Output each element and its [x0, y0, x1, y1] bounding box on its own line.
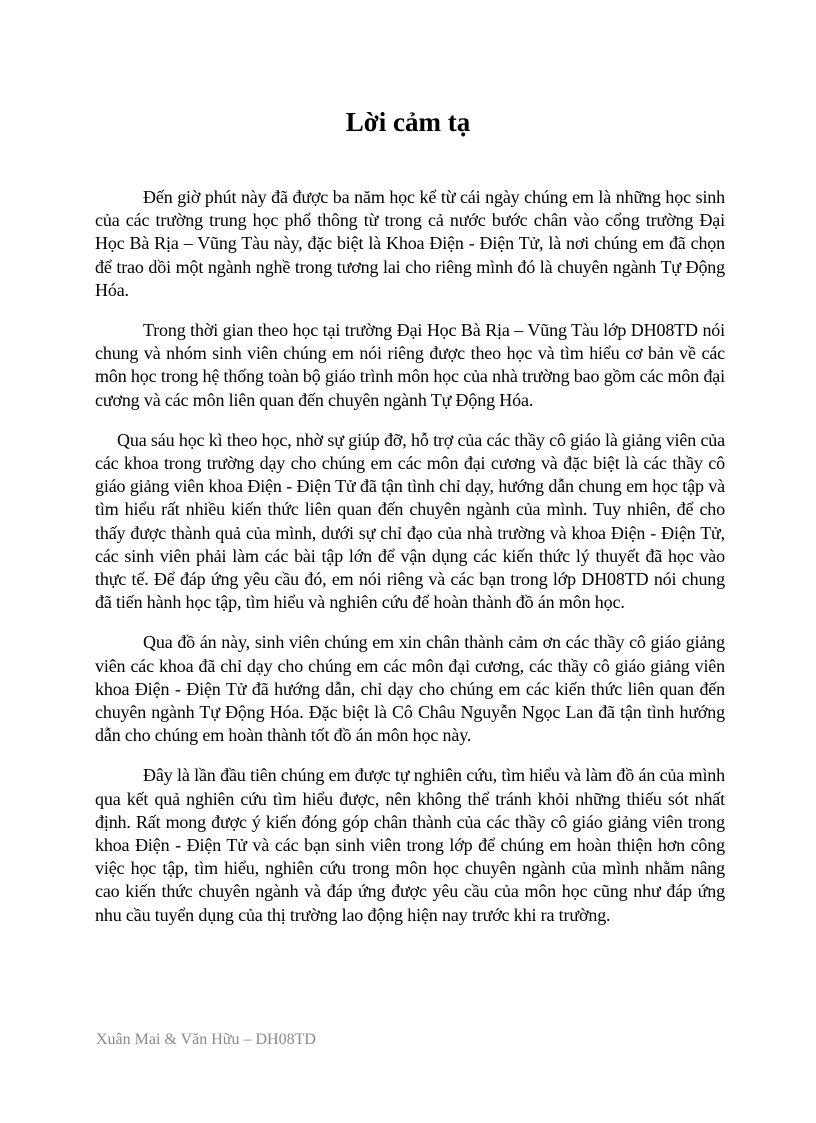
page-footer: Xuân Mai & Văn Hữu – DH08TD: [96, 1031, 316, 1048]
acknowledgement-body: [95, 186, 725, 944]
paragraph-1: Đến giờ phút này đã được ba năm học kể từ cái ngày chúng em là những học sinh của các trường trung học phổ thông từ trong cả nước bước chân vào cổng trường Đại Học Bà Rịa – Vũng Tàu này, đặc biệt là Khoa Điện - Điện Tử, là nơi chúng em đã chọn để trao dồi một ngành nghề trong tương lai cho riêng mình đó là chuyên ngành Tự Động Hóa.: [95, 187, 725, 300]
page-title: Lời cảm tạ: [345, 107, 471, 137]
paragraph-2: Trong thời gian theo học tại trường Đại Học Bà Rịa – Vũng Tàu lớp DH08TD nói chung và nhóm sinh viên chúng em nói riêng được theo học và tìm hiểu cơ bản về các môn học trong hệ thống toàn bộ giáo trình môn học của nhà trường bao gồm các môn đại cương và các môn liên quan đến chuyên ngành Tự Động Hóa.: [95, 320, 725, 410]
paragraph-3: Qua sáu học kì theo học, nhờ sự giúp đỡ, hỗ trợ của các thầy cô giáo là giảng viên của các khoa trong trường dạy cho chúng em các môn đại cương và đặc biệt là các thầy cô giáo giảng viên khoa Điện - Điện Tử đã tận tình chỉ dạy, hướng dẫn chung em học tập và tìm hiểu rất nhiều kiến thức liên quan đến chuyên ngành của mình. Tuy nhiên, để cho thấy được thành quả của mình, dưới sự chỉ đạo của nhà trường và khoa Điện - Điện Tử, các sinh viên phải làm các bài tập lớn để vận dụng các kiến thức lý thuyết đã học vào thực tế. Để đáp ứng yêu cầu đó, em nói riêng và các bạn trong lớp DH08TD nói chung đã tiến hành học tập, tìm hiểu và nghiên cứu để hoàn thành đồ án môn học.: [95, 429, 725, 613]
paragraph-5: Đây là lần đầu tiên chúng em được tự nghiên cứu, tìm hiểu và làm đồ án của mình qua kết quả nghiên cứu tìm hiểu được, nên không thể tránh khỏi những thiếu sót nhất định. Rất mong được ý kiến đóng góp chân thành của các thầy cô giáo giảng viên trong khoa Điện - Điện Tử và các bạn sinh viên trong lớp để chúng em hoàn thiện hơn công việc học tập, tìm hiểu, nghiên cứu trong môn học chuyên ngành của mình nhằm nâng cao kiến thức chuyên ngành và đáp ứng được yêu cầu của môn học cũng như đáp ứng nhu cầu tuyển dụng của thị trường lao động hiện nay trước khi ra trường.: [95, 765, 725, 925]
paragraph-4: Qua đồ án này, sinh viên chúng em xin chân thành cảm ơn các thầy cô giáo giảng viên các khoa đã chỉ dạy cho chúng em các môn đại cương, các thầy cô giáo giảng viên khoa Điện - Điện Tử đã hướng dẫn, chỉ dạy cho chúng em các kiến thức liên quan đến chuyên ngành Tự Động Hóa. Đặc biệt là Cô Châu Nguyễn Ngọc Lan đã tận tình hướng dẫn cho chúng em hoàn thành tốt đồ án môn học này.: [95, 632, 725, 746]
